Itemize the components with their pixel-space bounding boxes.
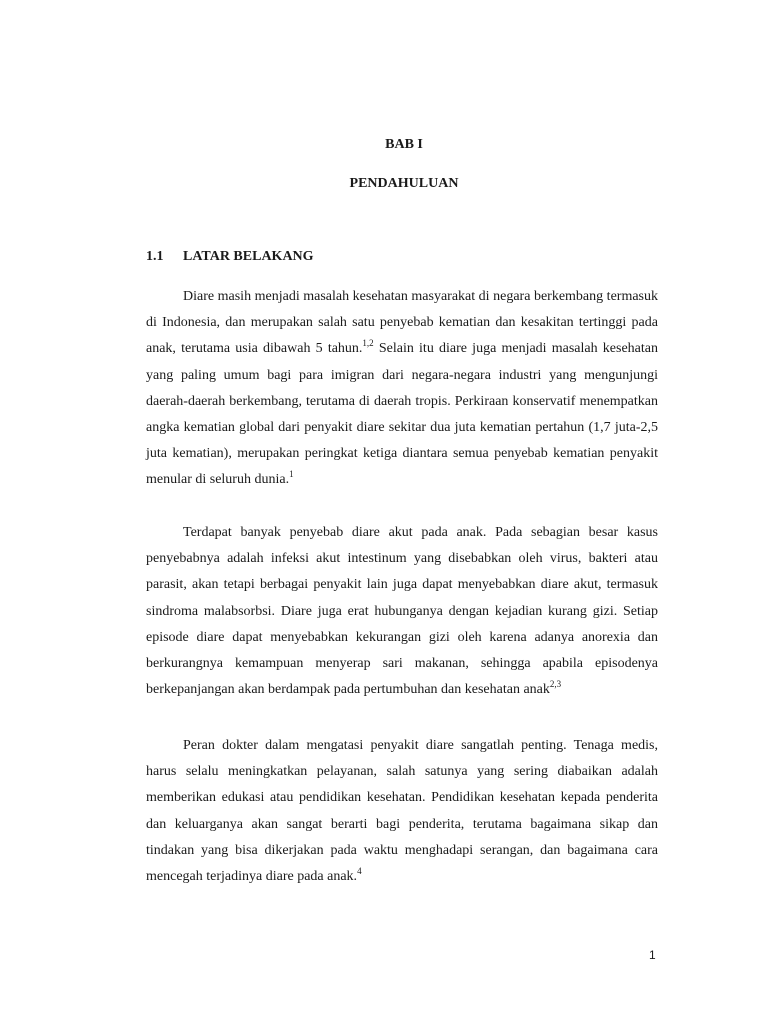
section-heading	[146, 249, 314, 265]
paragraph-1-text: Diare masih menjadi masalah kesehatan masyarakat di negara berkembang termasuk di Indonesia, dan merupakan salah satu penyebab kematian dan kesakitan tertinggi pada anak, terutama usia dibawah 5 tahun.	[146, 289, 658, 357]
paragraph-1-text-continued: Selain itu diare juga menjadi masalah kesehatan yang paling umum bagi para imigran dari negara-negara industri yang mengunjungi daerah-daerah berkembang, terutama di daerah tropis. Perkiraan konservatif menempatkan angka kematian global dari penyakit diare sekitar dua juta kematian pertahun (1,7 juta-2,5 juta kematian), merupakan peringkat ketiga diantara semua penyebab kematian penyakit menular di seluruh dunia.	[146, 341, 658, 488]
paragraph-1	[146, 284, 658, 494]
body-paragraph-block-3	[146, 733, 658, 902]
paragraph-2	[146, 520, 658, 703]
chapter-title: PENDAHULUAN	[349, 176, 459, 191]
body-paragraph-block-2	[146, 520, 658, 715]
paragraph-2-text: Terdapat banyak penyebab diare akut pada anak. Pada sebagian besar kasus penyebabnya adalah infeksi akut intestinum yang disebabkan oleh virus, bakteri atau parasit, akan tetapi berbagai penyakit lain juga dapat menyebabkan diare akut, termasuk sindroma malabsorbsi. Diare juga erat hubunganya dengan kejadian kurang gizi. Setiap episode diare dapat menyebabkan kekurangan gizi oleh karena adanya anorexia dan berkurangnya kemampuan menyerap sari makanan, sehingga apabila episodenya berkepanjangan akan berdampak pada pertumbuhan dan kesehatan anak	[146, 525, 658, 698]
citation-ref: 1,2	[362, 338, 374, 349]
body-paragraph-block-1	[146, 284, 658, 506]
section-title: LATAR BELAKANG	[183, 249, 314, 264]
citation-ref: 1	[289, 469, 294, 480]
citation-ref: 2,3	[549, 679, 562, 690]
page-number: 1	[649, 948, 656, 962]
paragraph-3-text: Peran dokter dalam mengatasi penyakit diare sangatlah penting. Tenaga medis, harus selalu meningkatkan pelayanan, salah satunya yang sering diabaikan adalah memberikan edukasi atau pendidikan kesehatan. Pendidikan kesehatan kepada penderita dan keluarganya akan sangat berarti bagi penderita, terutama bagaimana sikap dan tindakan yang bisa dikerjakan pada waktu menghadapi serangan, dan bagaimana cara mencegah terjadinya diare pada anak.	[146, 738, 658, 885]
section-number: 1.1	[146, 249, 164, 264]
paragraph-3	[146, 733, 658, 890]
chapter-label: BAB I	[385, 137, 423, 152]
citation-ref: 4	[357, 866, 362, 877]
